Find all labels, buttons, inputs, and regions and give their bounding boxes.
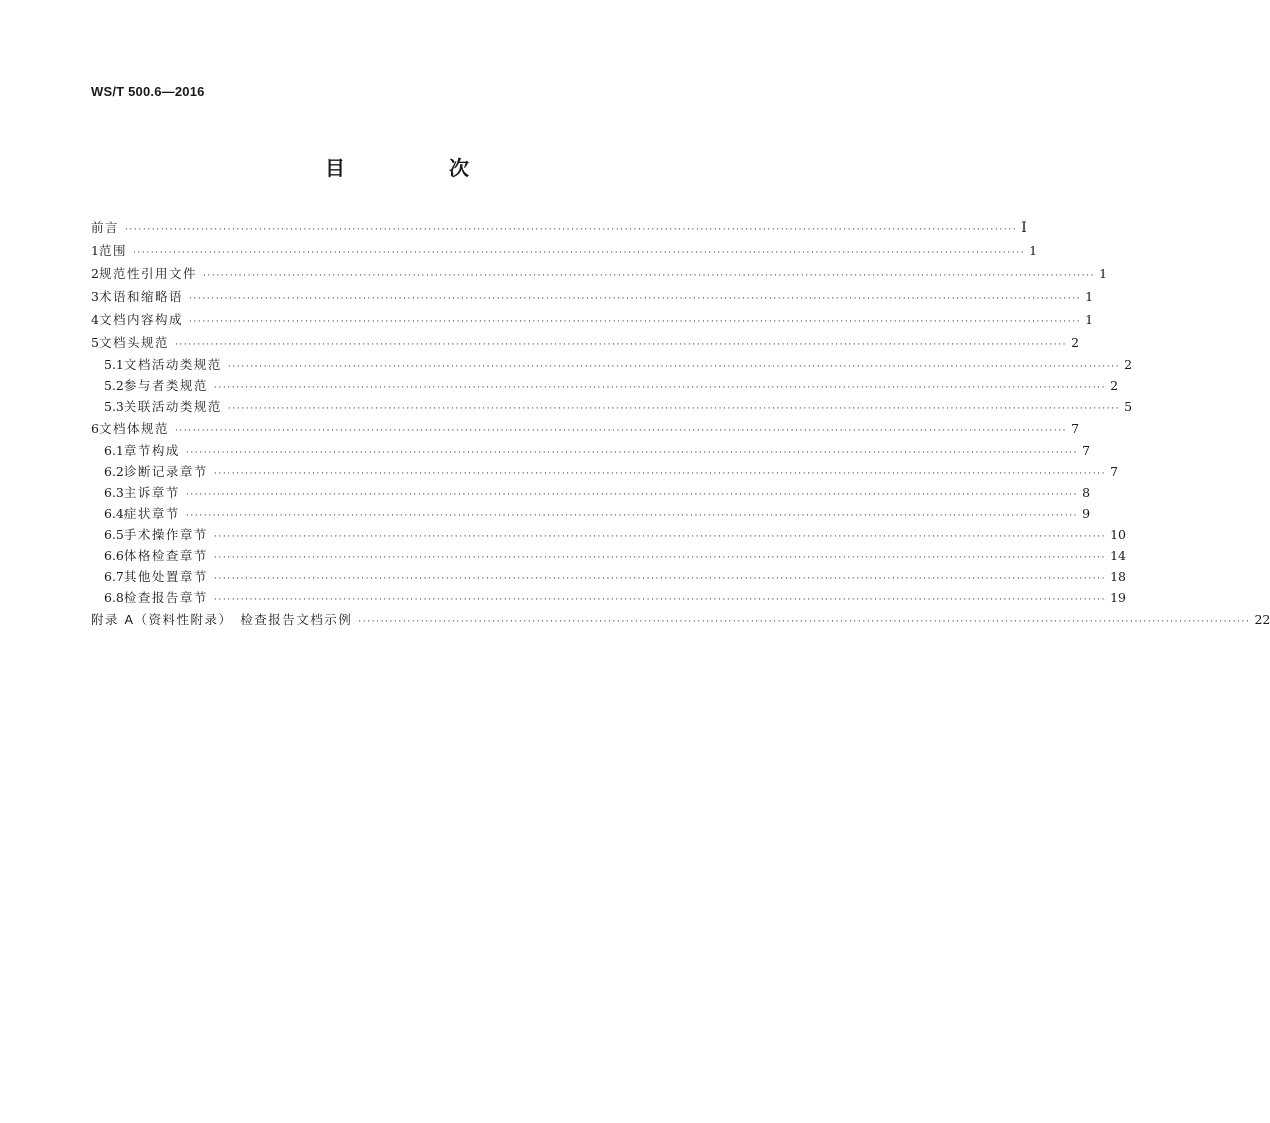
- toc-entry-page: 18: [1110, 569, 1126, 584]
- toc-entry-page: 7: [1110, 464, 1119, 479]
- toc-entry[interactable]: [91, 566, 1126, 587]
- toc-entry-page: 9: [1082, 506, 1091, 521]
- toc-entry[interactable]: [91, 524, 1126, 545]
- toc-entry-label: 范围: [98, 243, 127, 258]
- toc-entry-page: 2: [1071, 335, 1080, 350]
- toc-entry-number: 5.1: [104, 357, 124, 372]
- toc-entry-number: 6: [91, 421, 99, 436]
- toc-entry-number: 5.3: [104, 399, 124, 414]
- toc-entry[interactable]: [91, 440, 1091, 461]
- toc-dot-leader: ········································································································································································································: [358, 617, 1251, 627]
- toc-entry-label: 文档体规范: [98, 421, 169, 436]
- toc-entry-label: 文档头规范: [98, 335, 169, 350]
- toc-entry[interactable]: [91, 239, 1038, 262]
- toc-entry-page: 1: [1099, 266, 1108, 281]
- standard-code: WS/T 500.6—2016: [91, 84, 205, 99]
- toc-entry-label: 附录 A（资料性附录） 检查报告文档示例: [91, 612, 353, 627]
- toc-entry-page: 19: [1110, 590, 1126, 605]
- toc-dot-leader: ········································································································································································································: [213, 532, 1107, 542]
- toc-entry[interactable]: [91, 216, 1027, 239]
- toc-entry-number: 1: [91, 243, 99, 258]
- toc-dot-leader: ········································································································································································································: [227, 404, 1121, 414]
- page-title: 目 次: [325, 156, 511, 180]
- toc-entry-page: 1: [1029, 243, 1038, 258]
- toc-entry-number: 6.1: [104, 443, 124, 458]
- toc-entry-number: 6.8: [104, 590, 124, 605]
- toc-entry-number: 6.6: [104, 548, 124, 563]
- toc-dot-leader: ········································································································································································································: [213, 469, 1107, 479]
- toc-entry-page: 14: [1110, 548, 1126, 563]
- toc-entry[interactable]: [91, 545, 1126, 566]
- toc-entry-label: 其他处置章节: [123, 569, 208, 584]
- toc-entry-number: 5: [91, 335, 99, 350]
- toc-dot-leader: ········································································································································································································: [185, 511, 1079, 521]
- toc-entry[interactable]: [91, 375, 1119, 396]
- toc-dot-leader: ········································································································································································································: [202, 271, 1096, 281]
- toc-entry-label: 术语和缩略语: [98, 289, 183, 304]
- toc-entry-page: 2: [1124, 357, 1133, 372]
- toc-dot-leader: ········································································································································································································: [213, 574, 1107, 584]
- toc-entry-page: 2: [1110, 378, 1119, 393]
- toc-dot-leader: ········································································································································································································: [125, 225, 1018, 235]
- toc-entry-label: 参与者类规范: [123, 378, 208, 393]
- toc-entry-page: 7: [1071, 421, 1080, 436]
- toc-entry[interactable]: [91, 285, 1094, 308]
- toc-entry-page: 1: [1085, 289, 1094, 304]
- toc-dot-leader: ········································································································································································································: [188, 294, 1082, 304]
- toc-entry[interactable]: [91, 331, 1080, 354]
- toc-entry-label: 文档活动类规范: [123, 357, 222, 372]
- toc-entry-label: 章节构成: [123, 443, 180, 458]
- toc-entry[interactable]: [91, 396, 1133, 417]
- toc-dot-leader: ········································································································································································································: [213, 553, 1107, 563]
- toc-entry-number: 3: [91, 289, 99, 304]
- toc-entry-page: 22: [1254, 612, 1270, 627]
- toc-dot-leader: ········································································································································································································: [174, 426, 1068, 436]
- toc-entry-label: 检查报告章节: [123, 590, 208, 605]
- toc-entry-label: 主诉章节: [123, 485, 180, 500]
- toc-dot-leader: ········································································································································································································: [188, 317, 1082, 327]
- toc-entry-label: 前言: [91, 220, 120, 235]
- toc-entry-label: 体格检查章节: [123, 548, 208, 563]
- toc-entry-number: 2: [91, 266, 99, 281]
- table-of-contents: [91, 216, 1270, 631]
- toc-entry-number: 6.3: [104, 485, 124, 500]
- toc-entry-page: I: [1021, 220, 1027, 236]
- toc-entry-label: 症状章节: [123, 506, 180, 521]
- toc-entry[interactable]: [91, 503, 1091, 524]
- toc-entry-number: 6.2: [104, 464, 124, 479]
- toc-entry-number: 6.4: [104, 506, 124, 521]
- toc-entry[interactable]: [91, 608, 1270, 631]
- toc-entry-label: 文档内容构成: [98, 312, 183, 327]
- toc-entry-label: 规范性引用文件: [98, 266, 197, 281]
- toc-entry[interactable]: [91, 461, 1119, 482]
- toc-entry-number: 4: [91, 312, 99, 327]
- toc-entry[interactable]: [91, 308, 1094, 331]
- toc-entry-label: 诊断记录章节: [123, 464, 208, 479]
- toc-entry-number: 6.5: [104, 527, 124, 542]
- toc-dot-leader: ········································································································································································································: [227, 362, 1121, 372]
- toc-entry-page: 8: [1082, 485, 1091, 500]
- toc-entry-label: 手术操作章节: [123, 527, 208, 542]
- toc-entry-page: 7: [1082, 443, 1091, 458]
- toc-entry[interactable]: [91, 262, 1108, 285]
- toc-entry-number: 6.7: [104, 569, 124, 584]
- toc-dot-leader: ········································································································································································································: [213, 595, 1107, 605]
- toc-dot-leader: ········································································································································································································: [174, 340, 1068, 350]
- toc-entry[interactable]: [91, 354, 1133, 375]
- toc-entry-page: 1: [1085, 312, 1094, 327]
- toc-dot-leader: ········································································································································································································: [185, 490, 1079, 500]
- toc-entry-label: 关联活动类规范: [123, 399, 222, 414]
- toc-entry[interactable]: [91, 482, 1091, 503]
- toc-entry-page: 5: [1124, 399, 1133, 414]
- toc-dot-leader: ········································································································································································································: [132, 248, 1026, 258]
- toc-entry[interactable]: [91, 587, 1126, 608]
- toc-dot-leader: ········································································································································································································: [213, 383, 1107, 393]
- toc-entry-number: 5.2: [104, 378, 124, 393]
- toc-entry[interactable]: [91, 417, 1080, 440]
- toc-entry-page: 10: [1110, 527, 1126, 542]
- toc-dot-leader: ········································································································································································································: [185, 448, 1079, 458]
